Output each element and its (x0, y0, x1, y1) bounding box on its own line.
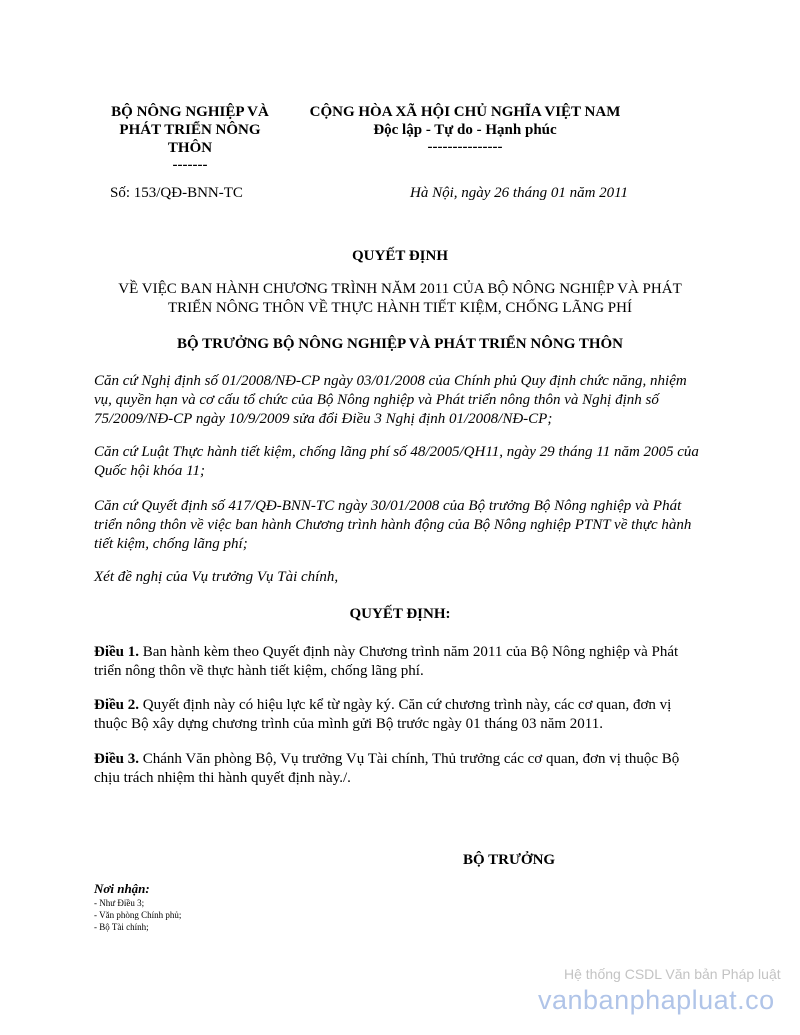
preamble-paragraph-4: Xét đề nghị của Vụ trưởng Vụ Tài chính, (94, 569, 339, 585)
agency-divider: ------- (172, 157, 208, 173)
document-number: Số: 153/QĐ-BNN-TC (110, 185, 243, 201)
document-subject (60, 280, 740, 318)
recipients-heading: Nơi nhận: (94, 881, 150, 896)
country-name: CỘNG HÒA XÃ HỘI CHỦ NGHĨA VIỆT NAM (309, 104, 621, 120)
issuing-authority: BỘ TRƯỞNG BỘ NÔNG NGHIỆP VÀ PHÁT TRIỂN NÔNG THÔN (176, 336, 624, 352)
recipient-item: - Như Điều 3; (94, 898, 145, 908)
preamble-paragraph-1: Căn cứ Nghị định số 01/2008/NĐ-CP ngày 03/01/2008 của Chính phủ Quy định chức năng, nhiệm vụ, quyền hạn và cơ cấu tổ chức của Bộ Nông nghiệp và Phát triển nông thôn và Nghị định số 75/2009/NĐ-CP ngày 10/9/2009 sửa đổi Điều 3 Nghị định 01/2008/NĐ-CP; (94, 373, 687, 427)
recipient-item: - Văn phòng Chính phủ; (94, 910, 182, 920)
article-3-label: Điều 3. (94, 751, 139, 767)
agency-line-1: BỘ NÔNG NGHIỆP VÀ (111, 104, 269, 120)
article-2 (94, 696, 704, 734)
article-3-text: Chánh Văn phòng Bộ, Vụ trưởng Vụ Tài chính, Thủ trưởng các cơ quan, đơn vị thuộc Bộ chịu trách nhiệm thi hành quyết định này./. (94, 751, 680, 786)
article-1-text: Ban hành kèm theo Quyết định này Chương trình năm 2011 của Bộ Nông nghiệp và Phát triển nông thôn về thực hành tiết kiệm, chống lãng phí. (94, 644, 679, 679)
recipient-item: - Bộ Tài chính; (94, 922, 149, 932)
signature-title: BỘ TRƯỞNG (463, 852, 556, 868)
subject-line-1: VỀ VIỆC BAN HÀNH CHƯƠNG TRÌNH NĂM 2011 CỦA BỘ NÔNG NGHIỆP VÀ PHÁT (118, 281, 682, 297)
article-3 (94, 750, 704, 788)
national-header (285, 103, 645, 155)
motto: Độc lập - Tự do - Hạnh phúc (373, 122, 557, 138)
preamble-paragraph-2: Căn cứ Luật Thực hành tiết kiệm, chống lãng phí số 48/2005/QH11, ngày 29 tháng 11 năm 2005 của Quốc hội khóa 11; (94, 444, 699, 479)
agency-name (90, 103, 290, 173)
document-type: QUYẾT ĐỊNH (352, 248, 448, 264)
motto-divider: --------------- (427, 139, 503, 155)
place-date: Hà Nội, ngày 26 tháng 01 năm 2011 (410, 185, 629, 201)
preamble-paragraph-3: Căn cứ Quyết định số 417/QĐ-BNN-TC ngày 30/01/2008 của Bộ trưởng Bộ Nông nghiệp và Phát triển nông thôn về việc ban hành Chương trình hành động của Bộ Nông nghiệp PTNT về thực hành tiết kiệm, chống lãng phí; (94, 498, 692, 552)
agency-line-2: PHÁT TRIỂN NÔNG (119, 122, 261, 138)
decision-heading: QUYẾT ĐỊNH: (349, 606, 451, 622)
recipients-block (94, 881, 181, 933)
article-1 (94, 643, 704, 681)
watermark-line-1: Hệ thống CSDL Văn bản Pháp luật (564, 966, 781, 982)
watermark-line-2: vanbanphapluat.co (538, 985, 775, 1015)
article-2-label: Điều 2. (94, 697, 139, 713)
article-1-label: Điều 1. (94, 644, 139, 660)
article-2-text: Quyết định này có hiệu lực kể từ ngày ký. Căn cứ chương trình này, các cơ quan, đơn vị thuộc Bộ xây dựng chương trình của mình gửi Bộ trước ngày 01 tháng 03 năm 2011. (94, 697, 672, 732)
subject-line-2: TRIỂN NÔNG THÔN VỀ THỰC HÀNH TIẾT KIỆM, CHỐNG LÃNG PHÍ (168, 300, 632, 316)
agency-line-3: THÔN (167, 140, 213, 156)
